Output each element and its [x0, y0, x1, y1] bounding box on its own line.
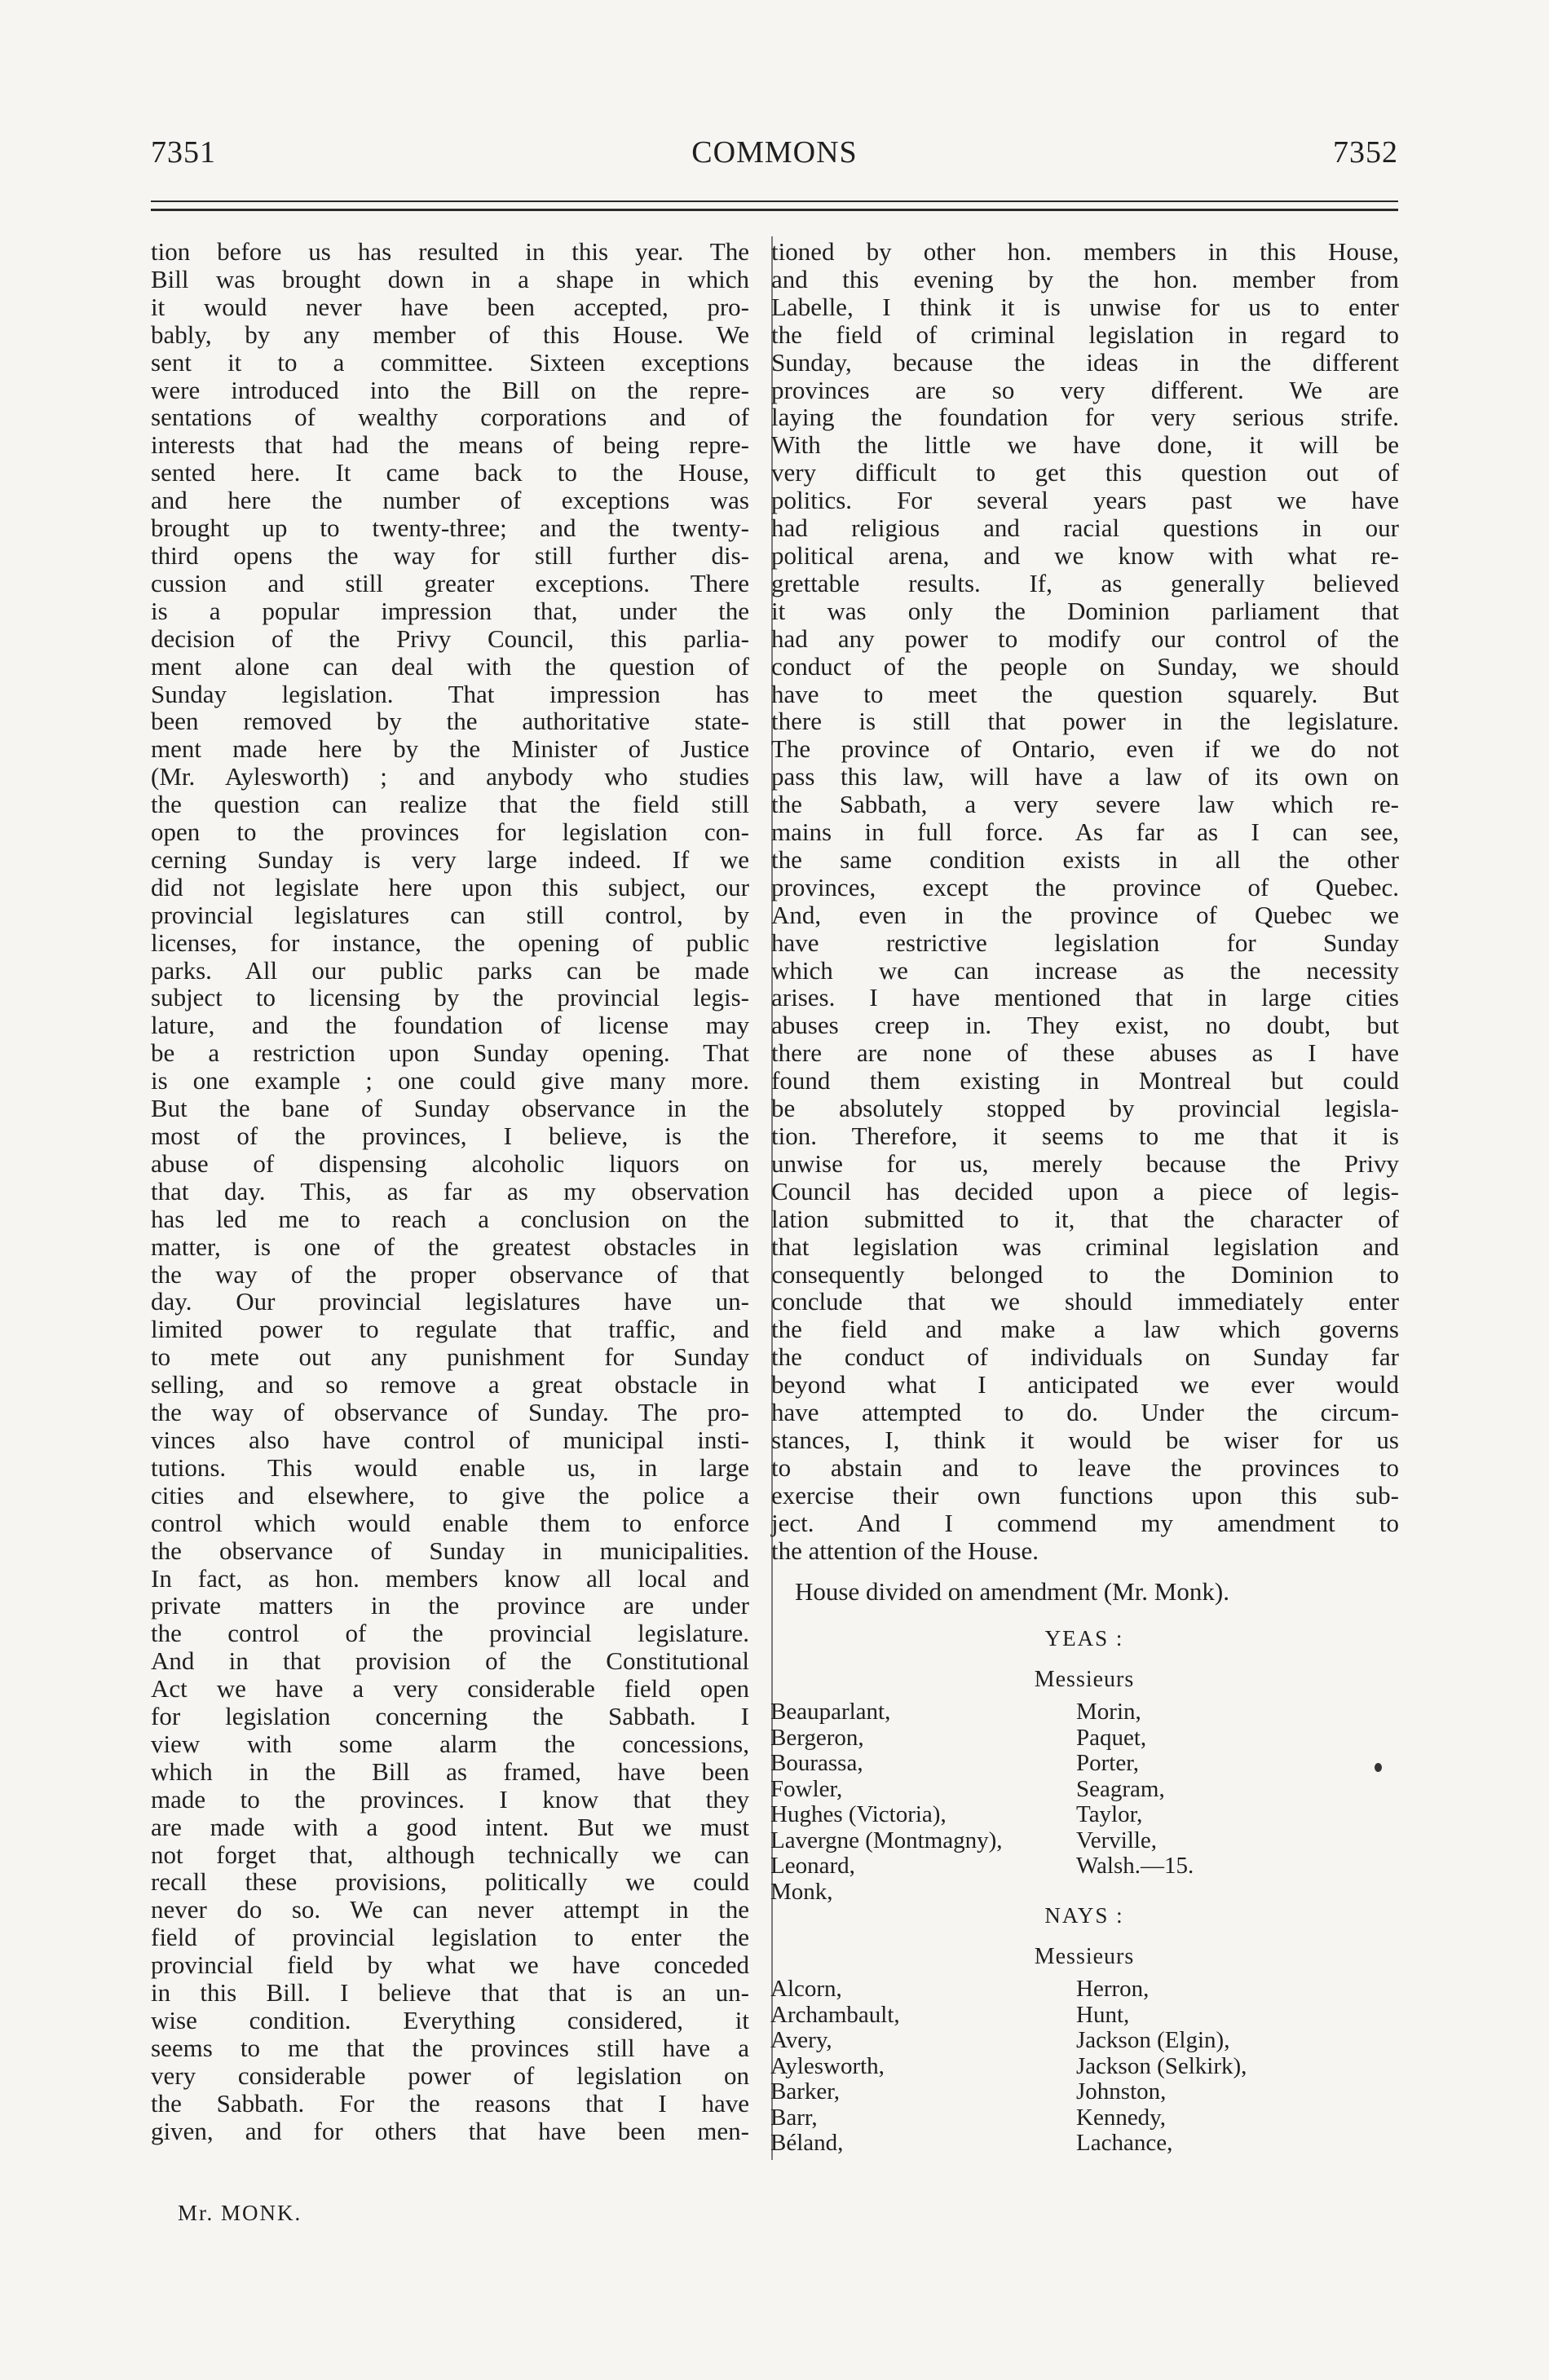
text-line: the same condition exists in all the other [771, 844, 1399, 874]
text-line: subject to licensing by the provincial legis- [151, 983, 749, 1012]
text-line: be a restriction upon Sunday opening. That [151, 1038, 749, 1068]
text-line: matter, is one of the greatest obstacles in [151, 1232, 749, 1261]
text-line: the way of the proper observance of that [151, 1259, 749, 1289]
text-line: made to the provinces. I know that they [151, 1784, 749, 1814]
header-rule-bottom [151, 209, 1398, 211]
text-line: had religious and racial questions in our [771, 513, 1399, 543]
text-line: were introduced into the Bill on the repre- [151, 375, 749, 404]
page-number-right: 7352 [1333, 135, 1398, 170]
yeas-subheading: Messieurs [1034, 1667, 1135, 1692]
text-line: given, and for others that have been men- [151, 2116, 749, 2145]
text-line: sentations of wealthy corporations and of [151, 403, 749, 432]
text-line: the way of observance of Sunday. The pro- [151, 1398, 749, 1427]
text-line: vinces also have control of municipal insti- [151, 1425, 749, 1454]
text-line: be absolutely stopped by provincial legisla- [771, 1094, 1399, 1123]
text-line: the Sabbath. For the reasons that I have [151, 2088, 749, 2118]
text-line: grettable results. If, as generally believed [771, 568, 1399, 597]
member-name: Jackson (Elgin), [1076, 2027, 1230, 2053]
text-line: tutions. This would enable us, in large [151, 1452, 749, 1482]
member-name: Hunt, [1076, 2001, 1130, 2028]
text-line: tion before us has resulted in this year. The [151, 237, 749, 266]
text-line: seems to me that the provinces still have a [151, 2033, 749, 2062]
text-line: is a popular impression that, under the [151, 596, 749, 625]
text-line: licenses, for instance, the opening of public [151, 928, 749, 957]
text-line: found them existing in Montreal but could [771, 1066, 1399, 1095]
member-name: Leonard, [770, 1853, 855, 1879]
text-line: ject. And I commend my amendment to [771, 1508, 1399, 1537]
text-line: been removed by the authoritative state- [151, 707, 749, 736]
text-line: Council has decided upon a piece of legis- [771, 1176, 1399, 1205]
member-name: Barker, [770, 2078, 840, 2105]
text-line: arises. I have mentioned that in large cities [771, 983, 1399, 1012]
text-line: provinces are so very different. We are [771, 375, 1399, 404]
text-line: Sunday legislation. That impression has [151, 679, 749, 708]
member-name: Barr, [770, 2104, 818, 2131]
member-name: Verville, [1076, 1827, 1158, 1853]
text-line: did not legislate here upon this subject, our [151, 872, 749, 901]
text-line: Labelle, I think it is unwise for us to enter [771, 292, 1399, 321]
text-line: And in that provision of the Constitutional [151, 1646, 749, 1676]
text-line: had any power to modify our control of the [771, 624, 1399, 653]
text-line: the attention of the House. [771, 1536, 1039, 1565]
text-line: exercise their own functions upon this sub- [771, 1480, 1399, 1510]
member-name: Jackson (Selkirk), [1076, 2052, 1247, 2079]
member-name: Lavergne (Montmagny), [770, 1827, 1003, 1853]
text-line: ment alone can deal with the question of [151, 651, 749, 681]
text-line: beyond what I anticipated we ever would [771, 1370, 1399, 1399]
text-line: the Sabbath, a very severe law which re- [771, 790, 1399, 819]
text-line: have attempted to do. Under the circum- [771, 1398, 1399, 1427]
text-line: the field and make a law which governs [771, 1315, 1399, 1344]
text-line: in this Bill. I believe that that is an un- [151, 1978, 749, 2008]
text-line: selling, and so remove a great obstacle in [151, 1370, 749, 1399]
text-line: the question can realize that the field still [151, 790, 749, 819]
text-line: decision of the Privy Council, this parlia- [151, 624, 749, 653]
text-line: very difficult to get this question out of [771, 458, 1399, 487]
text-line: conduct of the people on Sunday, we should [771, 651, 1399, 681]
text-line: parks. All our public parks can be made [151, 955, 749, 985]
text-line: cussion and still greater exceptions. There [151, 568, 749, 597]
member-name: Herron, [1076, 1976, 1150, 2002]
member-name: Hughes (Victoria), [770, 1801, 947, 1827]
text-line: Sunday, because the ideas in the different [771, 347, 1399, 377]
member-name: Seagram, [1076, 1775, 1165, 1802]
text-line: sented here. It came back to the House, [151, 458, 749, 487]
text-line: But the bane of Sunday observance in the [151, 1094, 749, 1123]
text-line: cerning Sunday is very large indeed. If we [151, 844, 749, 874]
member-name: Walsh.—15. [1076, 1853, 1194, 1879]
member-name: Bourassa, [770, 1750, 863, 1776]
text-line: abuses creep in. They exist, no doubt, but [771, 1011, 1399, 1040]
nays-list [770, 1977, 1398, 2172]
text-line: limited power to regulate that traffic, and [151, 1315, 749, 1344]
member-name: Lachance, [1076, 2130, 1173, 2156]
text-line: the control of the provincial legislature. [151, 1619, 749, 1648]
text-line: Bill was brought down in a shape in which [151, 264, 749, 293]
text-line: (Mr. Aylesworth) ; and anybody who studies [151, 762, 749, 791]
text-line: laying the foundation for very serious strife. [771, 403, 1399, 432]
speaker-footer: Mr. MONK. [178, 2201, 302, 2225]
text-line: third opens the way for still further dis- [151, 540, 749, 570]
member-name: Johnston, [1076, 2078, 1167, 2105]
text-line: wise condition. Everything considered, it [151, 2006, 749, 2034]
text-line: open to the provinces for legislation con- [151, 818, 749, 847]
member-name: Beauparlant, [770, 1699, 891, 1725]
member-name: Monk, [770, 1878, 833, 1905]
header-rule-top [151, 201, 1398, 202]
member-name: Porter, [1076, 1750, 1139, 1776]
text-line: provincial legislatures can still control, by [151, 900, 749, 929]
text-line: which in the Bill as framed, have been [151, 1756, 749, 1786]
member-name: Taylor, [1076, 1801, 1143, 1827]
text-line: day. Our provincial legislatures have un- [151, 1287, 749, 1316]
text-line: field of provincial legislation to enter the [151, 1923, 749, 1952]
text-line: and this evening by the hon. member from [771, 264, 1399, 293]
page-title: COMMONS [691, 135, 858, 170]
text-line: In fact, as hon. members know all local and [151, 1563, 749, 1593]
right-column-text [770, 238, 1399, 1565]
member-name: Alcorn, [770, 1976, 842, 2002]
text-line: that legislation was criminal legislation and [771, 1232, 1399, 1261]
text-line: The province of Ontario, even if we do not [771, 734, 1399, 764]
member-name: Morin, [1076, 1699, 1141, 1725]
text-line: pass this law, will have a law of its own on [771, 762, 1399, 791]
text-line: tioned by other hon. members in this House, [771, 237, 1399, 266]
text-line: the conduct of individuals on Sunday far [771, 1342, 1399, 1372]
text-line: lation submitted to it, that the character of [771, 1204, 1399, 1233]
text-line: lature, and the foundation of license may [151, 1011, 749, 1040]
text-line: tion. Therefore, it seems to me that it is [771, 1122, 1399, 1150]
text-line: stances, I, think it would be wiser for us [771, 1425, 1399, 1454]
member-name: Fowler, [770, 1775, 843, 1802]
text-line: mains in full force. As far as I can see, [771, 818, 1399, 847]
nays-subheading: Messieurs [1034, 1944, 1135, 1969]
text-line: which we can increase as the necessity [771, 955, 1399, 985]
text-line: ment made here by the Minister of Justice [151, 734, 749, 764]
text-line: control which would enable them to enforce [151, 1508, 749, 1537]
text-line: political arena, and we know with what re- [771, 540, 1399, 570]
text-line: cities and elsewhere, to give the police a [151, 1480, 749, 1510]
text-line: there is still that power in the legislature. [771, 707, 1399, 736]
text-line: very considerable power of legislation on [151, 2060, 749, 2090]
text-line: recall these provisions, politically we could [151, 1867, 749, 1897]
yeas-list [770, 1699, 1398, 1919]
member-name: Bergeron, [770, 1724, 864, 1751]
text-line: brought up to twenty-three; and the twenty- [151, 513, 749, 543]
text-line: that day. This, as far as my observation [151, 1176, 749, 1205]
page-header [151, 134, 1398, 183]
text-line: it was only the Dominion parliament that [771, 596, 1399, 625]
text-line: it would never have been accepted, pro- [151, 292, 749, 321]
text-line: conclude that we should immediately enter [771, 1287, 1399, 1316]
member-name: Aylesworth, [770, 2052, 885, 2079]
text-line: have to meet the question squarely. But [771, 679, 1399, 708]
printing-mark [1375, 1763, 1382, 1772]
text-line: never do so. We can never attempt in the [151, 1895, 749, 1924]
text-line: are made with a good intent. But we must [151, 1812, 749, 1841]
text-line: abuse of dispensing alcoholic liquors on [151, 1148, 749, 1178]
text-line: bably, by any member of this House. We [151, 320, 749, 349]
text-line: provinces, except the province of Quebec. [771, 872, 1399, 901]
member-name: Béland, [770, 2130, 844, 2156]
text-line: the field of criminal legislation in regard to [771, 320, 1399, 349]
text-line: sent it to a committee. Sixteen exceptions [151, 347, 749, 377]
text-line: And, even in the province of Quebec we [771, 900, 1399, 929]
text-line: most of the provinces, I believe, is the [151, 1122, 749, 1150]
text-line: and here the number of exceptions was [151, 486, 749, 515]
text-line: there are none of these abuses as I have [771, 1038, 1399, 1068]
text-line: provincial field by what we have conceded [151, 1950, 749, 1980]
nays-heading: NAYS : [1044, 1903, 1124, 1928]
yeas-heading: YEAS : [1044, 1626, 1124, 1651]
member-name: Kennedy, [1076, 2104, 1167, 2131]
member-name: Avery, [770, 2027, 832, 2053]
text-line: unwise for us, merely because the Privy [771, 1148, 1399, 1178]
text-line: have restrictive legislation for Sunday [771, 928, 1399, 957]
member-name: Archambault, [770, 2001, 900, 2028]
member-name: Paquet, [1076, 1724, 1147, 1751]
text-line: not forget that, although technically we can [151, 1840, 749, 1869]
text-line: has led me to reach a conclusion on the [151, 1204, 749, 1233]
text-line: for legislation concerning the Sabbath. I [151, 1702, 749, 1731]
text-line: private matters in the province are under [151, 1591, 749, 1620]
text-line: to abstain and to leave the provinces to [771, 1452, 1399, 1482]
text-line: Act we have a very considerable field open [151, 1674, 749, 1703]
text-line: view with some alarm the concessions, [151, 1729, 749, 1758]
text-line: consequently belonged to the Dominion to [771, 1259, 1399, 1289]
division-statement: House divided on amendment (Mr. Monk). [795, 1577, 1229, 1606]
page-number-left: 7351 [151, 135, 216, 170]
text-line: interests that had the means of being repre- [151, 430, 749, 460]
text-line: is one example ; one could give many more. [151, 1066, 749, 1095]
text-line: politics. For several years past we have [771, 486, 1399, 515]
text-line: the observance of Sunday in municipalities. [151, 1536, 749, 1565]
text-line: to mete out any punishment for Sunday [151, 1342, 749, 1372]
text-line: With the little we have done, it will be [771, 430, 1399, 460]
left-column-text [151, 238, 749, 2145]
